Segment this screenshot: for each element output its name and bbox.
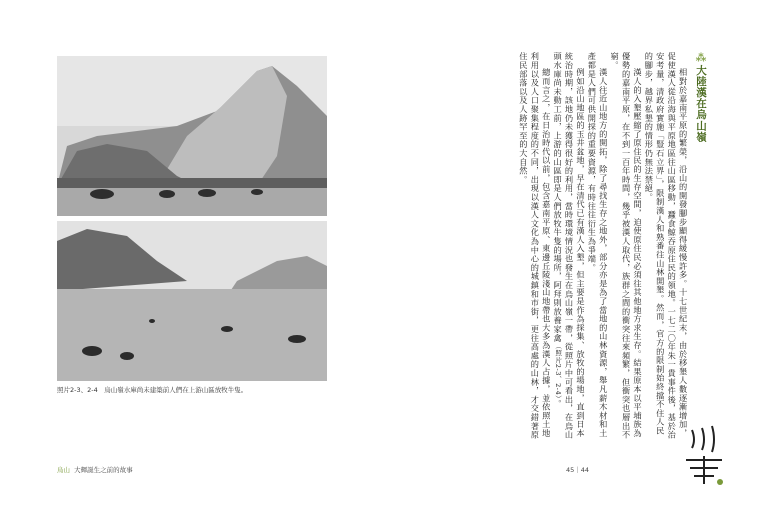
photo-reference: （照片2-3、2-4） xyxy=(554,342,563,400)
series-mark: 烏山 xyxy=(57,466,70,474)
body-text-column xyxy=(436,52,706,442)
flower-icon: ⁂ xyxy=(695,52,707,65)
page-numbers: 45｜44 xyxy=(566,466,590,474)
photo-caption: 照片2-3、2-4 烏山嶺水庫尚未建築前人們在上游山區放牧牛隻。 xyxy=(57,386,248,394)
photo-river-valley-cattle xyxy=(57,221,327,381)
paragraph: 例如沿山地區的玉井盆地，早在清代已有漢人入墾，但主要是作為採集、放牧的場地，直到日本統治時期，該地仍未獲得很好的利用，當時環境情況也發生在烏山嶺一帶，從照片中可看出，在烏山頭水庫尚未動工前，上游的山區即是人們放牧牛隻的場所，阿拜則放養家禽（照片2-3、2-4）。 xyxy=(553,52,586,440)
paragraph: 漢人往近山地方的開拓，除了尋找生存之地外，部分亦是為了當地的山林資源，舉凡薪木材和土產都是人們可供開採的重要資源，有時往往衍生為爭端。 xyxy=(587,52,609,438)
paragraph: 總而言之，在日治時代以前，包含嘉南平原、東邊丘陵淺山地帶也大多為漢人占據，並依照土地利用以及人口聚集程度的不同，出現以漢人文化為中心的城鎮和市街，更往高處的山林，才交錯著原住民部落以及人跡罕至的大自然。 xyxy=(518,52,552,440)
running-footer xyxy=(57,465,133,474)
photo-mountain-cattle xyxy=(57,56,327,216)
paragraph: 相對於嘉南平原的繁榮，沿山的開發腳步顯得緩慢許多。十七世紀末，由於移墾人數逐漸增加，促使漢人從沿海與平原地區往山區移動，蠶食鯨吞原住民的領地。一七二〇年朱一貴事件後，基於治安考量，清政府實施「豎石立界」，限制漢人和熟番往山林開墾。然而，官方的限制始終擋不住人民的腳步，越界私墾的情形仍無法禁絕。 xyxy=(644,52,689,440)
photo-mountain-cattle-image xyxy=(57,56,327,216)
paragraph: 漢人的入墾壓縮了原住民的生存空間，迫使原住民必須往其他地方求生存。結果原本以平埔族為優勢的嘉南平原，在不到一百年時間，幾乎被漢人取代，族群之間的衝突往來頻繁，但衝突也層出不窮。 xyxy=(610,52,643,440)
chapter-title: 大輝誕生之前的故事 xyxy=(74,466,133,474)
logo-mark-icon xyxy=(680,420,728,490)
section-heading: ⁂大陸漢在烏山嶺 xyxy=(695,52,707,143)
logo xyxy=(680,420,728,490)
photo-river-valley-cattle-image xyxy=(57,221,327,381)
